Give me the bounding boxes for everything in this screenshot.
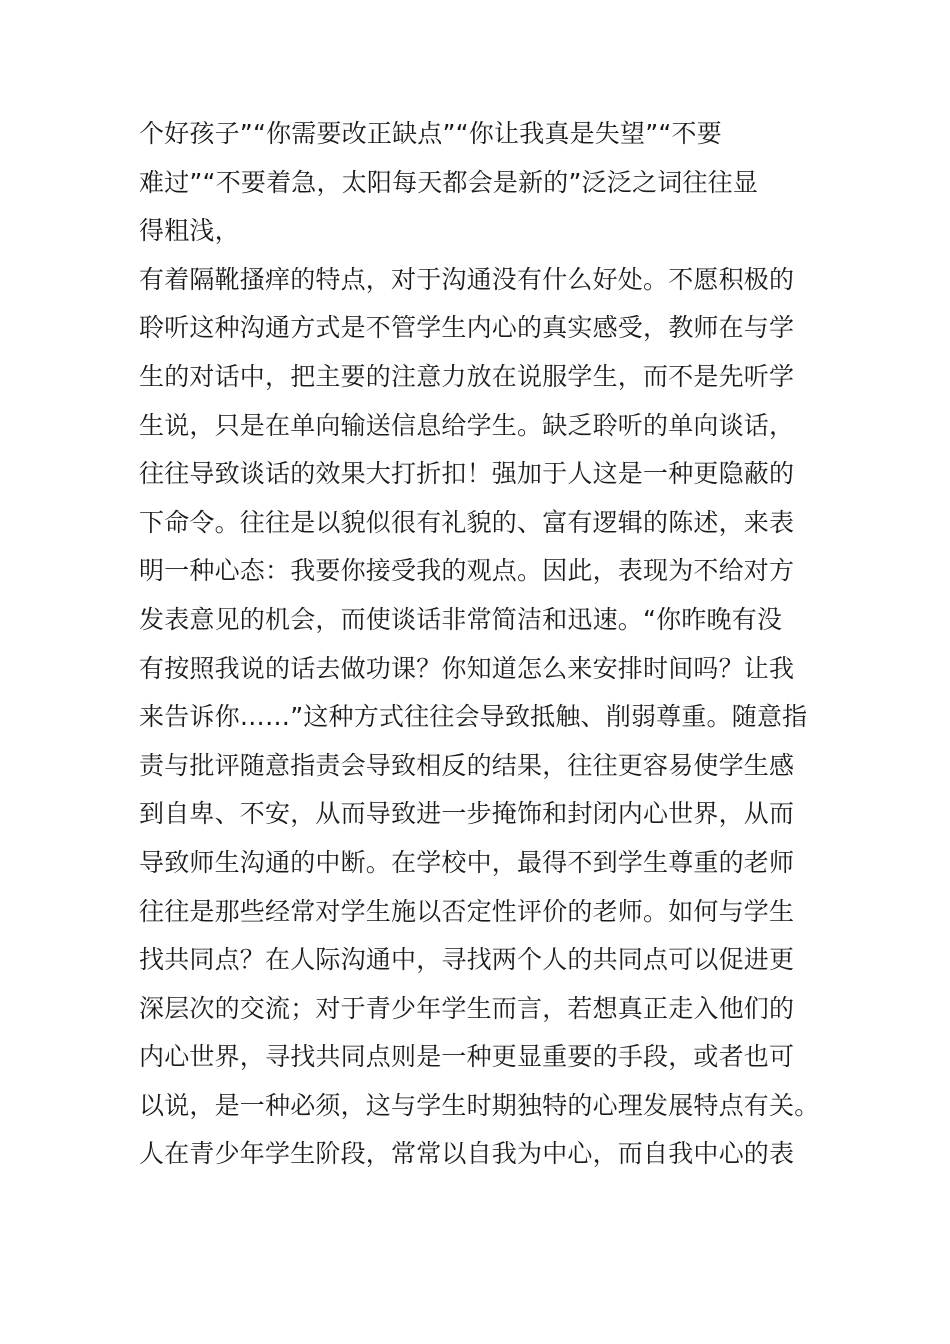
text-line: 得粗浅，: [139, 216, 240, 246]
text-line: 深层次的交流；对于青少年学生而言，若想真正走入他们的: [139, 993, 795, 1023]
text-line: 发表意见的机会，而使谈话非常简洁和迅速。“你昨晚有没: [139, 604, 783, 634]
text-line: 个好孩子”“你需要改正缺点”“你让我真是失望”“不要: [139, 119, 722, 148]
body-text: [139, 110, 819, 1179]
text-line: 明一种心态：我要你接受我的观点。因此，表现为不给对方: [139, 556, 795, 586]
text-line: 有按照我说的话去做功课？你知道怎么来安排时间吗？让我: [139, 653, 795, 683]
text-line: 难过”“不要着急，太阳每天都会是新的”泛泛之词往往显: [139, 167, 759, 197]
text-line: 内心世界，寻找共同点则是一种更显重要的手段，或者也可: [139, 1042, 795, 1072]
text-line: 下命令。往往是以貌似很有礼貌的、富有逻辑的陈述，来表: [139, 507, 795, 537]
text-line: 以说，是一种必须，这与学生时期独特的心理发展特点有关。: [139, 1090, 820, 1120]
text-line: 生的对话中，把主要的注意力放在说服学生，而不是先听学: [139, 361, 795, 391]
text-line: 找共同点？在人际沟通中，寻找两个人的共同点可以促进更: [139, 945, 795, 975]
text-line: 往往导致谈话的效果大打折扣！强加于人这是一种更隐蔽的: [139, 459, 795, 489]
text-line: 有着隔靴搔痒的特点，对于沟通没有什么好处。不愿积极的: [139, 264, 795, 294]
text-line: 责与批评随意指责会导致相反的结果，往往更容易使学生感: [139, 750, 795, 780]
text-line: 聆听这种沟通方式是不管学生内心的真实感受，教师在与学: [139, 313, 795, 343]
text-line: 生说，只是在单向输送信息给学生。缺乏聆听的单向谈话，: [139, 410, 795, 440]
text-line: 到自卑、不安，从而导致进一步掩饰和封闭内心世界，从而: [139, 799, 795, 829]
text-line: 人在青少年学生阶段，常常以自我为中心，而自我中心的表: [139, 1139, 795, 1169]
text-line: 导致师生沟通的中断。在学校中，最得不到学生尊重的老师: [139, 847, 795, 877]
text-line: 来告诉你……”这种方式往往会导致抵触、削弱尊重。随意指: [139, 702, 808, 732]
text-line: 往往是那些经常对学生施以否定性评价的老师。如何与学生: [139, 896, 795, 926]
